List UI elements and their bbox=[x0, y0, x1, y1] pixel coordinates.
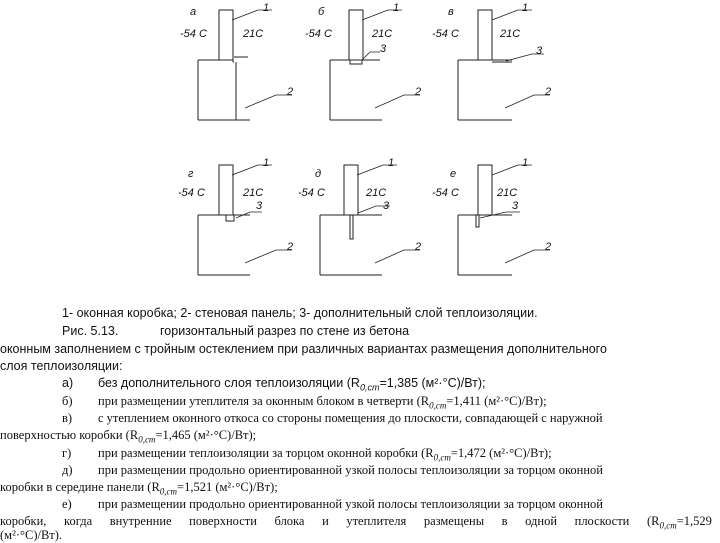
item-c-cont bbox=[0, 428, 256, 445]
panel-c-num2: 2 bbox=[545, 86, 552, 98]
item-f-sub: 0,ст bbox=[659, 520, 677, 531]
panel-f-drawing bbox=[458, 165, 550, 275]
panel-a-inside-temp: 21С bbox=[243, 28, 264, 40]
item-e-text: при размещении продольно ориентированной узкой полосы теплоизоляции за торцом оконной bbox=[98, 463, 603, 477]
item-c-value: =1,465 (м²·°С)/Вт); bbox=[155, 428, 257, 442]
panel-d-num2: 2 bbox=[287, 241, 294, 253]
panel-d-letter: г bbox=[188, 168, 194, 180]
item-b bbox=[98, 394, 547, 411]
panel-c-num3: 3 bbox=[536, 45, 543, 57]
panel-f-num1: 1 bbox=[522, 157, 529, 169]
panel-a-outside-temp: -54 С bbox=[180, 28, 207, 40]
panel-b-num1: 1 bbox=[393, 2, 400, 14]
item-f-word: блока bbox=[274, 514, 305, 528]
item-a bbox=[98, 376, 486, 393]
item-c-sub: 0,ст bbox=[138, 434, 156, 445]
item-d-text: при размещении теплоизоляции за торцом оконной коробки (R bbox=[98, 446, 434, 460]
panel-d-drawing bbox=[198, 165, 292, 275]
item-f-word: коробки, bbox=[0, 514, 47, 528]
item-a-sub: 0,ст bbox=[359, 382, 380, 393]
panel-d-outside-temp: -54 С bbox=[178, 187, 205, 199]
item-b-marker: б) bbox=[62, 394, 73, 408]
panel-d-num3: 3 bbox=[256, 200, 263, 212]
panel-c-outside-temp: -54 С bbox=[432, 28, 459, 40]
panel-e-inside-temp: 21С bbox=[366, 187, 387, 199]
item-f-word: плоскости bbox=[574, 514, 630, 528]
panel-a-drawing bbox=[198, 10, 292, 120]
panel-f-letter: е bbox=[450, 168, 457, 180]
item-e-value: =1,521 (м²·°С)/Вт); bbox=[177, 480, 278, 494]
item-d-marker: г) bbox=[62, 446, 72, 460]
item-f-word: одной bbox=[525, 514, 558, 528]
item-b-value: =1,411 (м²·°С)/Вт); bbox=[446, 394, 547, 408]
figure-label bbox=[62, 324, 118, 338]
item-d bbox=[98, 446, 552, 463]
item-e-cont bbox=[0, 480, 278, 497]
panel-a-num1: 1 bbox=[263, 2, 270, 14]
panel-f-outside-temp: -54 С bbox=[432, 187, 459, 199]
panel-b-letter: б bbox=[318, 6, 325, 18]
panel-f-num3: 3 bbox=[512, 200, 519, 212]
panel-c-num1: 1 bbox=[522, 2, 529, 14]
item-f-word: внутренние bbox=[109, 514, 172, 528]
item-f-marker: е) bbox=[62, 497, 72, 511]
item-f-value: =1,529 bbox=[676, 514, 712, 528]
item-f-rvalue bbox=[647, 514, 712, 531]
panel-d-inside-temp: 21С bbox=[243, 187, 264, 199]
item-c-marker: в) bbox=[62, 411, 73, 425]
item-b-text: при размещении утеплителя за оконным блоком в четверти (R bbox=[98, 394, 430, 408]
item-f-word: когда bbox=[64, 514, 93, 528]
panel-d-num1: 1 bbox=[263, 157, 270, 169]
item-c-text2: поверхностью коробки (R bbox=[0, 428, 139, 442]
item-a-marker: а) bbox=[62, 376, 74, 390]
figure-title-overlap: горизонтальный разрез по стене из бетона bbox=[160, 324, 410, 338]
panel-b-num3: 3 bbox=[380, 43, 387, 55]
figure-number: Рис. 5.13. bbox=[62, 324, 119, 338]
panel-c-inside-temp: 21С bbox=[500, 28, 521, 40]
item-f-word: утеплителя bbox=[346, 514, 407, 528]
panel-e-num2: 2 bbox=[415, 241, 422, 253]
panel-e-num3: 3 bbox=[383, 200, 390, 212]
panel-f-inside-temp: 21С bbox=[497, 187, 518, 199]
item-f-end: (м²·°С)/Вт). bbox=[0, 528, 63, 542]
caption-line-3: слоя теплоизоляции: bbox=[0, 359, 123, 373]
item-d-value: =1,472 (м²·°С)/Вт); bbox=[450, 446, 552, 460]
item-f-word: и bbox=[322, 514, 329, 528]
item-f-word: размещены bbox=[423, 514, 485, 528]
item-b-sub: 0,ст bbox=[429, 400, 447, 411]
item-f-word: в bbox=[501, 514, 508, 528]
item-c-text: с утеплением оконного откоса со стороны помещения до плоскости, совпадающей с наружной bbox=[98, 411, 603, 425]
panel-e-outside-temp: -54 С bbox=[298, 187, 325, 199]
panel-b-inside-temp: 21С bbox=[372, 28, 393, 40]
panel-c-drawing bbox=[458, 10, 550, 120]
panel-f-num2: 2 bbox=[545, 241, 552, 253]
panel-a-letter: а bbox=[190, 6, 197, 18]
item-f-word: (R bbox=[646, 514, 660, 528]
panel-e-drawing bbox=[320, 165, 420, 275]
panel-c-letter: в bbox=[448, 6, 454, 18]
item-f-cont bbox=[0, 514, 712, 531]
panel-b-outside-temp: -54 С bbox=[305, 28, 332, 40]
item-a-text: без дополнительного слоя теплоизоляции (R bbox=[98, 376, 360, 390]
panel-b-num2: 2 bbox=[415, 86, 422, 98]
panel-e-letter: д bbox=[315, 168, 322, 180]
caption-line-2: оконным заполнением с тройным остеклением при различных вариантах размещения дополнительного bbox=[0, 342, 607, 356]
panel-e-num1: 1 bbox=[388, 157, 395, 169]
item-a-value: =1,385 (м²·°С)/Вт); bbox=[379, 376, 486, 390]
panel-a-num2: 2 bbox=[287, 86, 294, 98]
panel-b-drawing bbox=[330, 10, 420, 120]
item-f-text: при размещении продольно ориентированной узкой полосы теплоизоляции за торцом оконной bbox=[98, 497, 603, 511]
item-d-sub: 0,ст bbox=[433, 452, 451, 463]
item-e-marker: д) bbox=[62, 463, 73, 477]
item-e-sub: 0,ст bbox=[159, 486, 178, 497]
item-f-word: поверхности bbox=[189, 514, 257, 528]
item-e-text2: коробки в середине панели (R bbox=[0, 480, 160, 494]
legend-line: 1- оконная коробка; 2- стеновая панель; 3- дополнительный слой теплоизоляции. bbox=[62, 306, 538, 320]
